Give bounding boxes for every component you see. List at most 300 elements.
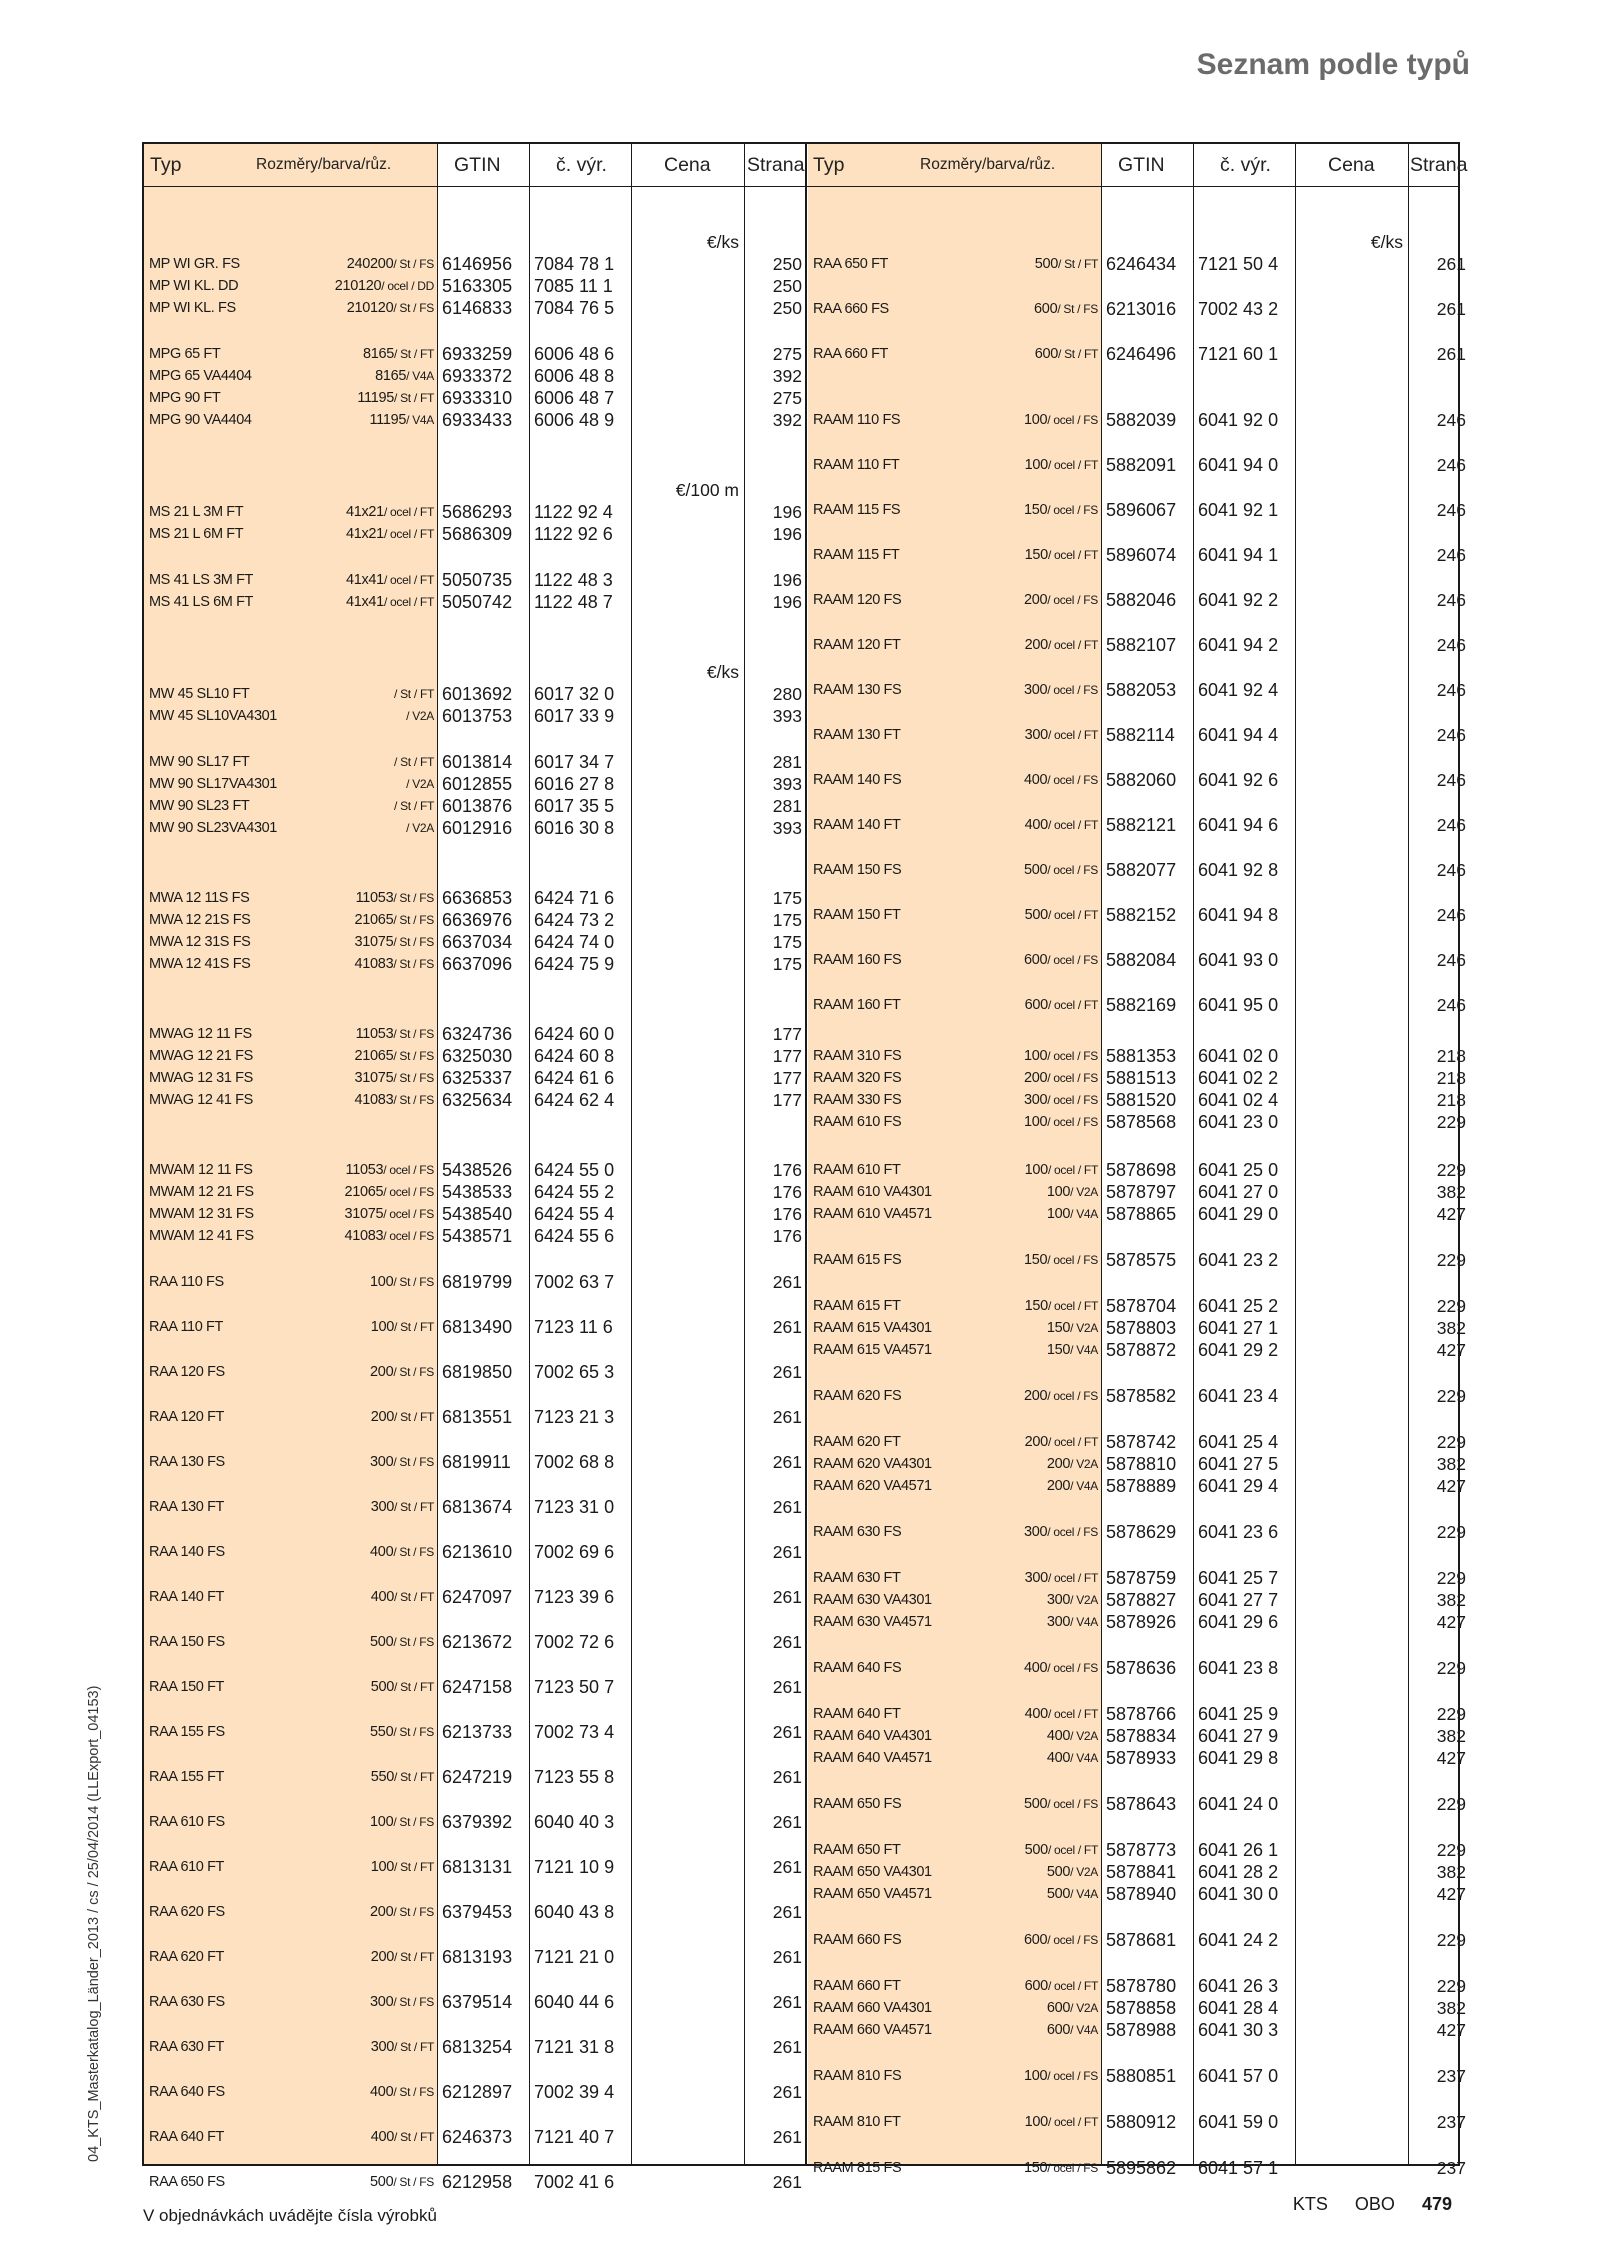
article-number: 6041 23 0 xyxy=(1198,1112,1279,1132)
material-finish: / St / FT xyxy=(394,391,434,405)
dimensions xyxy=(244,2082,434,2102)
dimension-value: 600 xyxy=(1023,952,1048,968)
type-code: MW 45 SL10VA4301 xyxy=(149,708,277,724)
gtin: 5895862 xyxy=(1106,2158,1177,2178)
article-number: 7123 21 3 xyxy=(534,1407,615,1427)
catalog-page: 229 xyxy=(1436,1432,1466,1452)
gtin: 6933433 xyxy=(442,410,513,430)
dimension-value: 41083 xyxy=(354,1092,394,1108)
catalog-page: 261 xyxy=(772,1272,802,1292)
gtin: 5882046 xyxy=(1106,590,1177,610)
material-finish: / ocel / FS xyxy=(1047,1253,1098,1267)
material-finish: / V4A xyxy=(1070,1479,1098,1493)
material-finish: / St / FS xyxy=(393,1049,434,1063)
material-finish: / ocel / FS xyxy=(1047,2161,1098,2175)
material-finish: / St / FS xyxy=(393,1995,434,2009)
catalog-page: 175 xyxy=(772,954,802,974)
article-number: 7002 63 7 xyxy=(534,1272,615,1292)
material-finish: / ocel / FT xyxy=(383,505,434,519)
dimension-value: 21065 xyxy=(344,1184,384,1200)
catalog-page: 229 xyxy=(1436,1250,1466,1270)
dimensions xyxy=(908,1476,1098,1496)
catalog-page: 281 xyxy=(772,796,802,816)
material-finish: / ocel / FS xyxy=(383,1163,434,1177)
dimensions xyxy=(244,1204,434,1224)
gtin: 6379514 xyxy=(442,1992,513,2012)
catalog-page: 261 xyxy=(772,1632,802,1652)
dimension-value: 150 xyxy=(1024,1298,1048,1314)
type-code: MWA 12 11S FS xyxy=(149,890,250,906)
gtin: 5896074 xyxy=(1106,545,1177,565)
catalog-page: 261 xyxy=(772,1362,802,1382)
gtin: 6212958 xyxy=(442,2172,513,2192)
type-code: MW 90 SL17VA4301 xyxy=(149,776,277,792)
catalog-page: 237 xyxy=(1436,2158,1466,2178)
article-number: 6041 94 1 xyxy=(1198,545,1279,565)
dimension-value: 8165 xyxy=(362,346,395,362)
article-number: 6041 27 7 xyxy=(1198,1590,1279,1610)
catalog-page: 237 xyxy=(1436,2112,1466,2132)
dimensions xyxy=(244,366,434,386)
type-code: RAA 650 FS xyxy=(149,2174,225,2190)
dimension-value: 400 xyxy=(1023,1660,1048,1676)
dimension-value: 100 xyxy=(370,1859,395,1875)
right-tint xyxy=(808,144,1101,2164)
dimension-value: 500 xyxy=(1034,256,1059,272)
type-code: RAAM 650 FT xyxy=(813,1842,901,1858)
dimensions xyxy=(908,950,1098,970)
footer-brand xyxy=(1271,2194,1452,2215)
dimensions xyxy=(908,410,1098,430)
material-finish: / ocel / FT xyxy=(1047,458,1098,472)
catalog-page: 218 xyxy=(1436,1090,1466,1110)
material-finish: / V2A xyxy=(1070,1729,1098,1743)
article-number: 6041 57 1 xyxy=(1198,2158,1279,2178)
material-finish: / V4A xyxy=(406,369,434,383)
material-finish: / ocel / FS xyxy=(383,1185,434,1199)
dimension-value: 400 xyxy=(370,2129,395,2145)
material-finish: / St / FS xyxy=(393,957,434,971)
article-number: 6041 25 0 xyxy=(1198,1160,1279,1180)
dimensions xyxy=(908,1884,1098,1904)
article-number: 6017 35 5 xyxy=(534,796,615,816)
material-finish: / ocel / FT xyxy=(1047,2115,1098,2129)
catalog-page: 177 xyxy=(772,1068,802,1088)
gtin: 6636853 xyxy=(442,888,513,908)
dimensions xyxy=(244,774,434,794)
dimensions xyxy=(244,344,434,364)
dimensions xyxy=(908,635,1098,655)
type-code: MPG 65 VA4404 xyxy=(149,368,252,384)
article-number: 6006 48 9 xyxy=(534,410,615,430)
material-finish: / St / FT xyxy=(394,347,434,361)
type-code: MWA 12 31S FS xyxy=(149,934,251,950)
dimensions xyxy=(244,1542,434,1562)
gtin: 6813131 xyxy=(442,1857,513,1877)
article-number: 6424 55 4 xyxy=(534,1204,615,1224)
material-finish: / ocel / FT xyxy=(1047,638,1098,652)
catalog-page: 196 xyxy=(772,502,802,522)
type-code: RAAM 630 VA4571 xyxy=(813,1614,932,1630)
price-unit: €/ks xyxy=(706,232,739,252)
article-number: 7121 60 1 xyxy=(1198,344,1279,364)
type-code: RAAM 160 FT xyxy=(813,997,901,1013)
dimensions xyxy=(244,524,434,544)
type-code: RAAM 310 FS xyxy=(813,1048,902,1064)
article-number: 6424 75 9 xyxy=(534,954,615,974)
dimensions xyxy=(244,1497,434,1517)
type-code: RAAM 620 FT xyxy=(813,1434,901,1450)
dimension-value: 200 xyxy=(1023,1388,1048,1404)
article-number: 1122 92 4 xyxy=(534,502,613,522)
gtin: 5878582 xyxy=(1106,1386,1177,1406)
catalog-page: 246 xyxy=(1436,590,1466,610)
dimensions xyxy=(244,1068,434,1088)
catalog-page: 427 xyxy=(1436,1340,1466,1360)
dimension-value: 200 xyxy=(370,1949,395,1965)
article-number: 6041 26 1 xyxy=(1198,1840,1279,1860)
type-code: RAAM 610 VA4571 xyxy=(813,1206,932,1222)
dimension-value: 550 xyxy=(370,1724,394,1740)
dimensions xyxy=(244,1452,434,1472)
dimensions xyxy=(908,1204,1098,1224)
catalog-page: 382 xyxy=(1436,1318,1466,1338)
gtin: 5878858 xyxy=(1106,1998,1177,2018)
catalog-page: 229 xyxy=(1436,1568,1466,1588)
catalog-page: 196 xyxy=(772,524,802,544)
page-title: Seznam podle typů xyxy=(1196,48,1470,81)
catalog-page: 250 xyxy=(772,298,802,318)
type-code: RAAM 620 VA4571 xyxy=(813,1478,932,1494)
catalog-page: 229 xyxy=(1436,1930,1466,1950)
article-number: 1122 48 3 xyxy=(534,570,613,590)
dimensions xyxy=(244,1902,434,1922)
dimensions xyxy=(908,1704,1098,1724)
material-finish: / St / FT xyxy=(394,2040,434,2054)
gtin: 6212897 xyxy=(442,2082,513,2102)
catalog-page: 427 xyxy=(1436,1476,1466,1496)
dimension-value: 100 xyxy=(370,1814,394,1830)
dimension-value: 400 xyxy=(370,1544,394,1560)
dimensions xyxy=(244,1632,434,1652)
type-code: RAA 150 FT xyxy=(149,1679,224,1695)
article-number: 6424 71 6 xyxy=(534,888,615,908)
dimensions xyxy=(908,1862,1098,1882)
type-code: RAA 650 FT xyxy=(813,256,888,272)
material-finish: / V4A xyxy=(1070,1615,1098,1629)
type-code: RAAM 630 FT xyxy=(813,1570,901,1586)
gtin: 5438571 xyxy=(442,1226,513,1246)
article-number: 6041 93 0 xyxy=(1198,950,1279,970)
type-code: RAA 620 FT xyxy=(149,1949,224,1965)
dimension-value: 600 xyxy=(1034,346,1059,362)
article-number: 6041 94 8 xyxy=(1198,905,1279,925)
material-finish: / ocel / DD xyxy=(381,279,434,293)
type-code: RAAM 610 FS xyxy=(813,1114,902,1130)
dimensions xyxy=(908,1090,1098,1110)
dimensions xyxy=(908,1318,1098,1338)
material-finish: / ocel / FS xyxy=(1047,593,1098,607)
article-number: 6041 27 1 xyxy=(1198,1318,1279,1338)
dimensions xyxy=(244,706,434,726)
gtin: 6246373 xyxy=(442,2127,513,2147)
catalog-page: 382 xyxy=(1436,1726,1466,1746)
type-code: RAAM 150 FS xyxy=(813,862,902,878)
material-finish: / ocel / FS xyxy=(383,1207,434,1221)
dimensions xyxy=(908,1454,1098,1474)
type-code: RAA 660 FT xyxy=(813,346,888,362)
price-unit: €/100 m xyxy=(675,480,739,500)
dimensions xyxy=(244,2172,434,2192)
catalog-page: 261 xyxy=(772,1767,802,1787)
material-finish: / V4A xyxy=(1070,1751,1098,1765)
article-number: 6041 94 2 xyxy=(1198,635,1279,655)
article-number: 7121 10 9 xyxy=(534,1857,615,1877)
gtin: 5882077 xyxy=(1106,860,1177,880)
catalog-page: 393 xyxy=(772,818,802,838)
dimensions xyxy=(908,1068,1098,1088)
gtin: 5878872 xyxy=(1106,1340,1177,1360)
material-finish: / ocel / FT xyxy=(1047,548,1098,562)
gtin: 5878810 xyxy=(1106,1454,1177,1474)
dimension-value: 300 xyxy=(370,1454,394,1470)
material-finish: / V2A xyxy=(1070,1185,1098,1199)
gtin: 6213733 xyxy=(442,1722,513,1742)
gtin: 5878698 xyxy=(1106,1160,1177,1180)
catalog-page: 246 xyxy=(1436,905,1466,925)
article-number: 7121 31 8 xyxy=(534,2037,615,2057)
article-number: 6041 24 0 xyxy=(1198,1794,1279,1814)
gtin: 5878704 xyxy=(1106,1296,1177,1316)
dimensions xyxy=(244,1947,434,1967)
gtin: 5881353 xyxy=(1106,1046,1177,1066)
header-cislo: č. výr. xyxy=(556,154,607,176)
dimension-value: 11053 xyxy=(355,1026,394,1042)
dimension-value: 41083 xyxy=(354,956,394,972)
gtin: 5878933 xyxy=(1106,1748,1177,1768)
dimensions xyxy=(244,932,434,952)
dimension-value: 21065 xyxy=(354,1048,394,1064)
catalog-page: 246 xyxy=(1436,725,1466,745)
gtin: 5878827 xyxy=(1106,1590,1177,1610)
article-number: 6041 25 7 xyxy=(1198,1568,1279,1588)
dimension-value: 200 xyxy=(1024,637,1048,653)
type-code: RAA 155 FT xyxy=(149,1769,224,1785)
gtin: 5878940 xyxy=(1106,1884,1177,1904)
gtin: 6246496 xyxy=(1106,344,1177,364)
dimensions xyxy=(908,2158,1098,2178)
gtin: 6013876 xyxy=(442,796,513,816)
gtin: 6933259 xyxy=(442,344,513,364)
catalog-page: 176 xyxy=(772,1226,802,1246)
dimension-value: 100 xyxy=(370,1319,395,1335)
material-finish: / St / FS xyxy=(1057,302,1098,316)
dimensions xyxy=(908,1340,1098,1360)
article-number: 7123 39 6 xyxy=(534,1587,615,1607)
catalog-page: 261 xyxy=(1436,344,1466,364)
dimensions xyxy=(244,2127,434,2147)
article-number: 6041 25 2 xyxy=(1198,1296,1279,1316)
dimensions xyxy=(908,995,1098,1015)
catalog-page: 229 xyxy=(1436,1296,1466,1316)
dimension-value: 210120 xyxy=(334,278,382,294)
article-number: 6017 33 9 xyxy=(534,706,615,726)
article-number: 6041 92 0 xyxy=(1198,410,1279,430)
dimensions xyxy=(244,276,434,296)
catalog-page: 280 xyxy=(772,684,802,704)
material-finish: / ocel / FS xyxy=(1047,2069,1098,2083)
gtin: 5878643 xyxy=(1106,1794,1177,1814)
gtin: 5050735 xyxy=(442,570,513,590)
material-finish: / St / FT xyxy=(394,799,434,813)
dimension-value: 100 xyxy=(1023,1048,1048,1064)
catalog-page: 261 xyxy=(1436,254,1466,274)
gtin: 6813490 xyxy=(442,1317,513,1337)
gtin: 5878797 xyxy=(1106,1182,1177,1202)
catalog-page: 229 xyxy=(1436,1658,1466,1678)
material-finish: / V2A xyxy=(406,709,434,723)
catalog-page: 246 xyxy=(1436,680,1466,700)
article-number: 6424 55 2 xyxy=(534,1182,615,1202)
type-code: RAA 610 FT xyxy=(149,1859,224,1875)
type-code: RAAM 620 VA4301 xyxy=(813,1456,932,1472)
dimension-value: 500 xyxy=(1024,907,1048,923)
article-number: 6041 26 3 xyxy=(1198,1976,1279,1996)
type-code: RAA 140 FS xyxy=(149,1544,225,1560)
dimension-value: 600 xyxy=(1024,1978,1048,1994)
header-rozmery: Rozměry/barva/růz. xyxy=(256,156,392,173)
material-finish: / St / FS xyxy=(393,913,434,927)
center-divider xyxy=(805,144,807,2164)
gtin: 5438526 xyxy=(442,1160,513,1180)
type-code: RAAM 140 FT xyxy=(813,817,901,833)
dimension-value: 41x21 xyxy=(345,504,384,520)
catalog-page: 261 xyxy=(772,1452,802,1472)
gtin: 5882152 xyxy=(1106,905,1177,925)
article-number: 7121 21 0 xyxy=(534,1947,615,1967)
article-number: 6041 23 4 xyxy=(1198,1386,1279,1406)
type-code: MW 90 SL23VA4301 xyxy=(149,820,277,836)
type-code: RAAM 810 FT xyxy=(813,2114,901,2130)
dimension-value: 150 xyxy=(1046,1320,1071,1336)
type-code: RAAM 120 FS xyxy=(813,592,902,608)
catalog-page: 246 xyxy=(1436,815,1466,835)
article-number: 6017 32 0 xyxy=(534,684,615,704)
dimension-value: 600 xyxy=(1034,301,1058,317)
dimension-value: 550 xyxy=(370,1769,395,1785)
catalog-page: 427 xyxy=(1436,1612,1466,1632)
dimensions xyxy=(908,1250,1098,1270)
material-finish: / ocel / FS xyxy=(1047,863,1098,877)
gtin: 5878988 xyxy=(1106,2020,1177,2040)
brand-kts: KTS xyxy=(1292,2194,1328,2214)
dimensions xyxy=(244,1767,434,1787)
article-number: 6040 44 6 xyxy=(534,1992,615,2012)
type-code: RAAM 140 FS xyxy=(813,772,902,788)
material-finish: / ocel / FS xyxy=(1047,1389,1098,1403)
gtin: 6012855 xyxy=(442,774,513,794)
gtin: 5882169 xyxy=(1106,995,1177,1015)
catalog-page: 175 xyxy=(772,932,802,952)
dimension-value: 600 xyxy=(1024,997,1048,1013)
gtin: 6247097 xyxy=(442,1587,513,1607)
catalog-page: 382 xyxy=(1436,1590,1466,1610)
material-finish: / St / FS xyxy=(393,1071,434,1085)
article-number: 6424 62 4 xyxy=(534,1090,615,1110)
dimension-value: 31075 xyxy=(354,1070,394,1086)
dimensions xyxy=(244,888,434,908)
dimension-value: 500 xyxy=(370,2174,394,2190)
article-number: 6041 30 0 xyxy=(1198,1884,1279,1904)
material-finish: / ocel / FT xyxy=(1047,1979,1098,1993)
catalog-page: 392 xyxy=(772,410,802,430)
catalog-page: 246 xyxy=(1436,950,1466,970)
dimension-value: 150 xyxy=(1046,1342,1071,1358)
type-code: RAAM 110 FT xyxy=(813,457,900,473)
dimensions xyxy=(908,344,1098,364)
type-code: MS 41 LS 6M FT xyxy=(149,594,253,610)
dimension-value: 11053 xyxy=(345,1162,384,1178)
dimensions xyxy=(244,298,434,318)
dimensions xyxy=(908,254,1098,274)
gtin: 6246434 xyxy=(1106,254,1177,274)
gtin: 6813193 xyxy=(442,1947,513,1967)
article-number: 6424 61 6 xyxy=(534,1068,615,1088)
dimension-value: 31075 xyxy=(354,934,394,950)
material-finish: / St / FS xyxy=(393,1093,434,1107)
catalog-page: 196 xyxy=(772,570,802,590)
material-finish: / ocel / FT xyxy=(1047,728,1098,742)
type-code: RAAM 630 VA4301 xyxy=(813,1592,932,1608)
material-finish: / V2A xyxy=(1070,2001,1098,2015)
catalog-page: 246 xyxy=(1436,455,1466,475)
catalog-page: 250 xyxy=(772,276,802,296)
type-code: RAA 120 FT xyxy=(149,1409,224,1425)
catalog-page: 261 xyxy=(772,1992,802,2012)
article-number: 7002 65 3 xyxy=(534,1362,615,1382)
article-number: 1122 48 7 xyxy=(534,592,613,612)
type-code: MP WI KL. DD xyxy=(149,278,239,294)
type-code: RAAM 660 VA4301 xyxy=(813,2000,932,2016)
dimensions xyxy=(244,954,434,974)
catalog-page: 382 xyxy=(1436,1998,1466,2018)
article-number: 6041 92 4 xyxy=(1198,680,1279,700)
article-number: 6041 25 9 xyxy=(1198,1704,1279,1724)
material-finish: / St / FT xyxy=(394,1410,434,1424)
col-divider xyxy=(437,144,438,2164)
material-finish: / St / FS xyxy=(393,2175,434,2189)
article-number: 7002 68 8 xyxy=(534,1452,615,1472)
type-code: RAA 155 FS xyxy=(149,1724,225,1740)
dimensions xyxy=(908,1930,1098,1950)
dimension-value: 100 xyxy=(1023,412,1048,428)
header-strana: Strana xyxy=(1410,154,1468,176)
dimensions xyxy=(908,1976,1098,1996)
dimension-value: 500 xyxy=(1046,1886,1071,1902)
dimension-value: 300 xyxy=(370,1499,395,1515)
type-code: RAAM 130 FT xyxy=(813,727,901,743)
dimensions xyxy=(244,796,434,816)
col-divider xyxy=(1408,144,1409,2164)
material-finish: / St / FS xyxy=(393,1815,434,1829)
header-strana: Strana xyxy=(747,154,805,176)
catalog-page: 261 xyxy=(772,2172,802,2192)
catalog-page: 261 xyxy=(772,1542,802,1562)
side-label: 04_KTS_Masterkatalog_Länder_2013 / cs / 25/04/2014 (LLExport_04153) xyxy=(86,1685,102,2162)
gtin: 5878841 xyxy=(1106,1862,1177,1882)
article-number: 6040 43 8 xyxy=(534,1902,615,1922)
catalog-page: 261 xyxy=(772,1947,802,1967)
